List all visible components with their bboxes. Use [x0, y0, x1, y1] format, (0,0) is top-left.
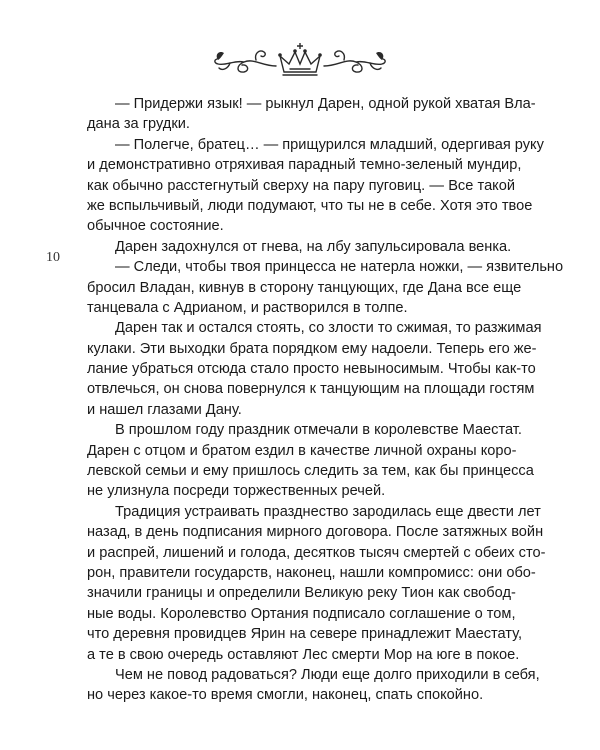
- text-line: же вспыльчивый, люди подумают, что ты не в себе. Хотя это твое: [87, 197, 533, 214]
- text-line: дана за грудки.: [87, 116, 190, 133]
- body-text: [87, 94, 564, 706]
- text-line: и нашел глазами Дану.: [87, 401, 242, 418]
- text-line: что деревня провидцев Ярин на севере принадлежит Маестату,: [87, 626, 523, 643]
- text-line: и демонстративно отряхивая парадный темно-зеленый мундир,: [87, 157, 522, 174]
- text-line: и распрей, лишений и голода, десятков тысяч смертей с обеих сто-: [87, 544, 546, 561]
- text-line: В прошлом году праздник отмечали в королевстве Маестат.: [115, 422, 522, 439]
- text-line: — Придержи язык! — рыкнул Дарен, одной рукой хватая Вла-: [115, 96, 536, 112]
- text-line: но через какое-то время смогли, наконец, спать спокойно.: [87, 687, 484, 704]
- text-line: танцевала с Адрианом, и растворился в толпе.: [87, 299, 408, 316]
- text-line: а те в свою очередь оставляют Лес смерти Мор на юге в покое.: [87, 646, 520, 663]
- text-line: кулаки. Эти выходки брата порядком ему надоели. Теперь его же-: [87, 340, 537, 357]
- text-line: ные воды. Королевство Ортания подписало соглашение о том,: [87, 605, 516, 622]
- text-line: лание убраться отсюда стало просто невыносимым. Чтобы как-то: [87, 361, 536, 378]
- text-line: Дарен задохнулся от гнева, на лбу запульсировала венка.: [115, 238, 512, 255]
- text-line: значили границы и определили Великую реку Тион как свобод-: [87, 585, 516, 602]
- text-line: левской семьи и ему пришлось следить за тем, как бы принцесса: [87, 463, 534, 480]
- text-line: — Полегче, братец… — прищурился младший, одергивая руку: [115, 136, 544, 153]
- text-line: — Следи, чтобы твоя принцесса не натерла ножки, — язвительно: [115, 259, 564, 276]
- crown-ornament-icon: [210, 40, 390, 82]
- text-line: бросил Владан, кивнув в сторону танцующих, где Дана все еще: [87, 279, 522, 296]
- text-line: Дарен так и остался стоять, со злости то сжимая, то разжимая: [115, 320, 542, 337]
- text-line: обычное состояние.: [87, 218, 224, 235]
- text-line: как обычно расстегнутый сверху на пару пуговиц. — Все такой: [87, 177, 515, 194]
- text-line: отвлечься, он снова повернулся к танцующим на площади гостям: [87, 381, 535, 398]
- text-line: назад, в день подписания мирного договора. После затяжных войн: [87, 524, 544, 541]
- page-number: 10: [46, 250, 60, 265]
- text-line: Чем не повод радоваться? Люди еще долго приходили в себя,: [115, 666, 540, 683]
- text-line: не улизнула посреди торжественных речей.: [87, 483, 386, 500]
- text-line: Дарен с отцом и братом ездил в качестве личной охраны коро-: [87, 442, 517, 459]
- text-line: Традиция устраивать празднество зародилась еще двести лет: [115, 503, 541, 520]
- text-line: рон, правители государств, наконец, нашли компромисс: они обо-: [87, 564, 536, 581]
